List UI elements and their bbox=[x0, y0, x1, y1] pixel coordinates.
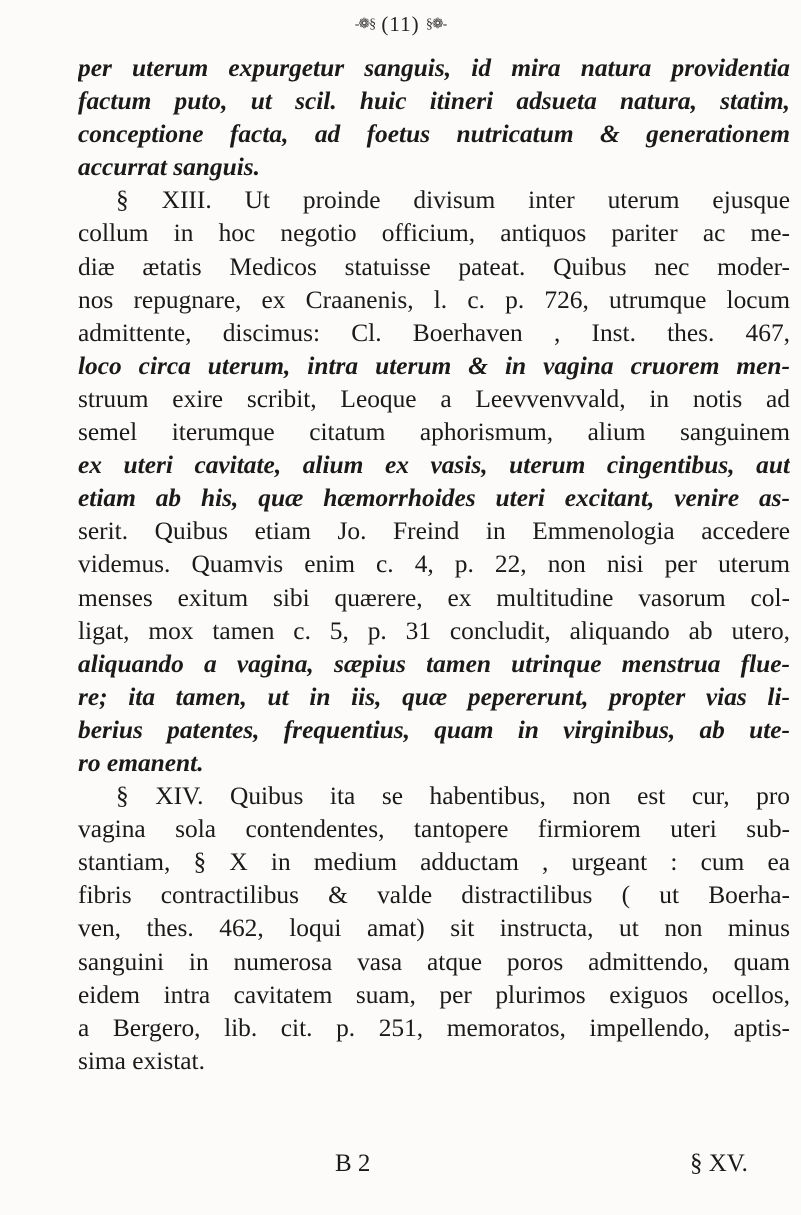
text-line: § XIV. Quibus ita se habentibus, non est cur, pro bbox=[116, 782, 790, 811]
text-line: admittente, discimus: Cl. Boerhaven , Inst. thes. 467, bbox=[78, 318, 790, 347]
text-line: ligat, mox tamen c. 5, p. 31 concludit, aliquando ab utero, bbox=[78, 616, 790, 645]
text-line: a Bergero, lib. cit. p. 251, memoratos, impellendo, aptis- bbox=[78, 1013, 790, 1042]
text-line: vagina sola contendentes, tantopere firmiorem uteri sub- bbox=[78, 815, 790, 844]
body-text bbox=[78, 52, 790, 1078]
text-line: ex uteri cavitate, alium ex vasis, uterum cingentibus, aut bbox=[78, 451, 790, 480]
page-header bbox=[0, 12, 801, 37]
text-line: per uterum expurgetur sanguis, id mira natura providentia bbox=[78, 54, 790, 82]
page-number: (11) bbox=[381, 12, 420, 36]
text-line: eidem intra cavitatem suam, per plurimos exiguos ocellos, bbox=[78, 980, 790, 1009]
text-line: serit. Quibus etiam Jo. Freind in Emmenologia accedere bbox=[78, 517, 790, 546]
text-line: accurrat sanguis. bbox=[78, 153, 261, 182]
text-line: sanguini in numerosa vasa atque poros admittendo, quam bbox=[78, 947, 790, 976]
text-line: sima existat. bbox=[78, 1046, 205, 1075]
text-line: ven, thes. 462, loqui amat) sit instructa, ut non minus bbox=[78, 914, 790, 943]
text-line: ro emanent. bbox=[78, 748, 204, 777]
ornament-right-icon: §❁- bbox=[425, 17, 447, 32]
ornament-left-icon: -❁§ bbox=[354, 17, 376, 32]
catchword: § XV. bbox=[690, 1150, 748, 1177]
text-line: struum exire scribit, Leoque a Leevvenvvald, in notis ad bbox=[78, 384, 790, 413]
text-line: loco circa uterum, intra uterum & in vagina cruorem men- bbox=[78, 351, 790, 380]
text-line: nos repugnare, ex Craanenis, l. c. p. 726, utrumque locum bbox=[78, 285, 790, 314]
page-footer bbox=[0, 1150, 801, 1184]
text-line: berius patentes, frequentius, quam in virginibus, ab ute- bbox=[78, 715, 790, 744]
text-line: stantiam, § X in medium adductam , urgeant : cum ea bbox=[78, 848, 790, 877]
text-line: diæ ætatis Medicos statuisse pateat. Quibus nec moder- bbox=[78, 252, 790, 281]
text-line: semel iterumque citatum aphorismum, alium sanguinem bbox=[78, 418, 790, 447]
text-line: fibris contractilibus & valde distractilibus ( ut Boerha- bbox=[78, 881, 790, 910]
text-line: aliquando a vagina, sæpius tamen utrinque menstrua flue- bbox=[78, 649, 790, 678]
text-line: conceptione facta, ad foetus nutricatum & generationem bbox=[78, 120, 790, 149]
text-line: § XIII. Ut proinde divisum inter uterum ejusque bbox=[116, 186, 790, 215]
text-line: collum in hoc negotio officium, antiquos pariter ac me- bbox=[78, 219, 790, 248]
text-line: re; ita tamen, ut in iis, quæ pepererunt, propter vias li- bbox=[78, 682, 790, 711]
signature-mark: B 2 bbox=[335, 1150, 371, 1177]
text-line: videmus. Quamvis enim c. 4, p. 22, non nisi per uterum bbox=[78, 550, 790, 579]
text-line: menses exitum sibi quærere, ex multitudine vasorum col- bbox=[78, 583, 790, 612]
text-line: etiam ab his, quæ hæmorrhoides uteri excitant, venire as- bbox=[78, 484, 790, 513]
text-line: factum puto, ut scil. huic itineri adsueta natura, statim, bbox=[78, 87, 790, 116]
